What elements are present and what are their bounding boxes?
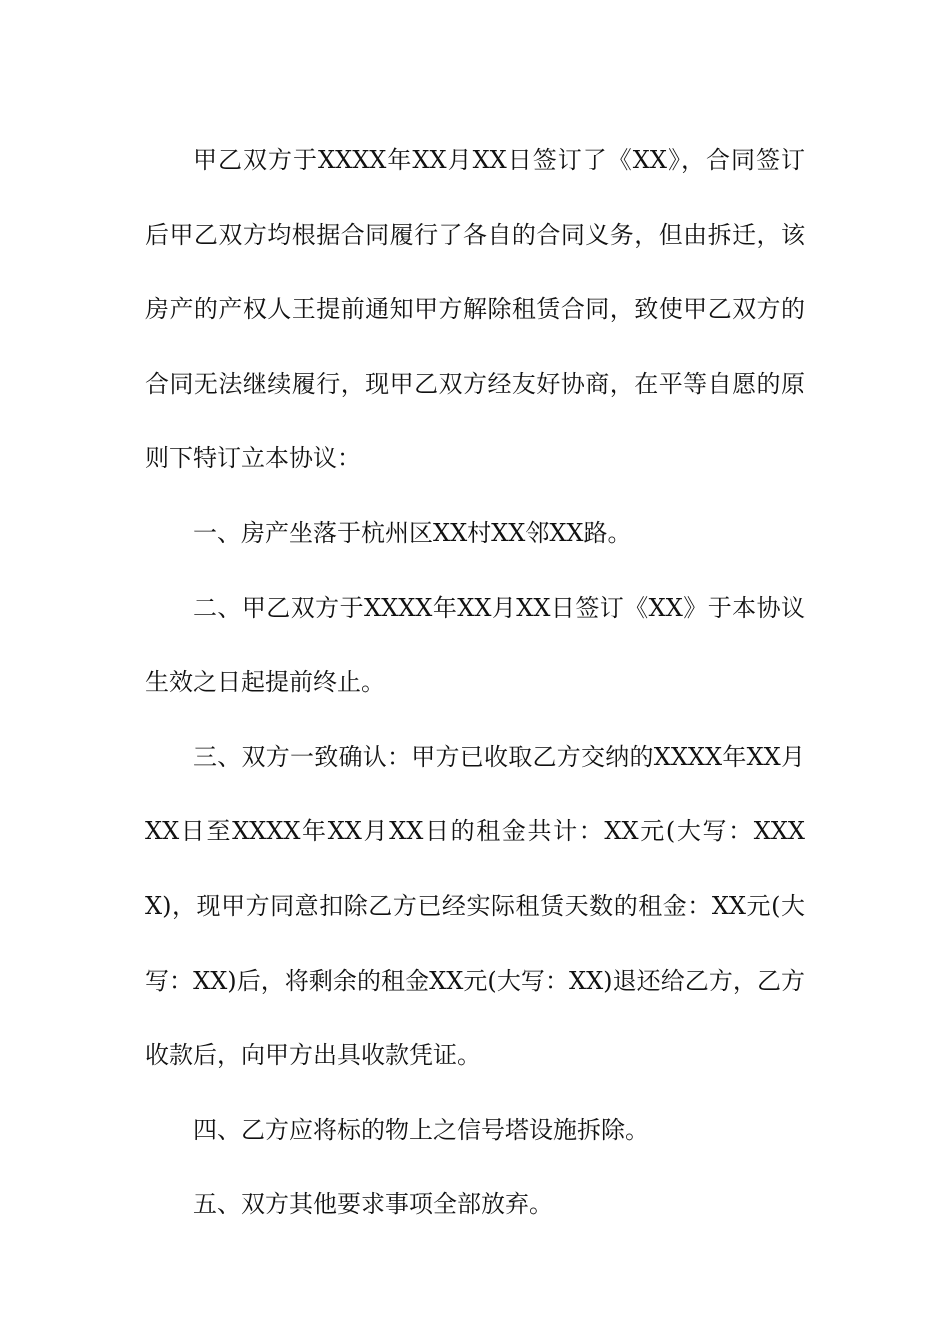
- paragraph-preamble: 甲乙双方于XXXX年XX月XX日签订了《XX》，合同签订后甲乙双方均根据合同履行了各自的合同义务，但由拆迁，该房产的产权人王提前通知甲方解除租赁合同，致使甲乙双方的合同无法继续履行，现甲乙双方经友好协商，在平等自愿的原则下特订立本协议：: [145, 146, 805, 473]
- document-body: [145, 123, 805, 1242]
- paragraph-clause-1: 一、房产坐落于杭州区XX村XX邻XX路。: [193, 518, 632, 547]
- paragraph-clause-3: 三、双方一致确认：甲方已收取乙方交纳的XXXX年XX月XX日至XXXX年XX月XX日的租金共计：XX元(大写：XXXX)，现甲方同意扣除乙方已经实际租赁天数的租金：XX元(大写：XX)后，将剩余的租金XX元(大写：XX)退还给乙方，乙方收款后，向甲方出具收款凭证。: [145, 742, 805, 1070]
- paragraph-clause-2: 二、甲乙双方于XXXX年XX月XX日签订《XX》于本协议生效之日起提前终止。: [145, 593, 805, 697]
- paragraph-clause-5: 五、双方其他要求事项全部放弃。: [193, 1190, 553, 1219]
- paragraph-clause-4: 四、乙方应将标的物上之信号塔设施拆除。: [193, 1115, 649, 1144]
